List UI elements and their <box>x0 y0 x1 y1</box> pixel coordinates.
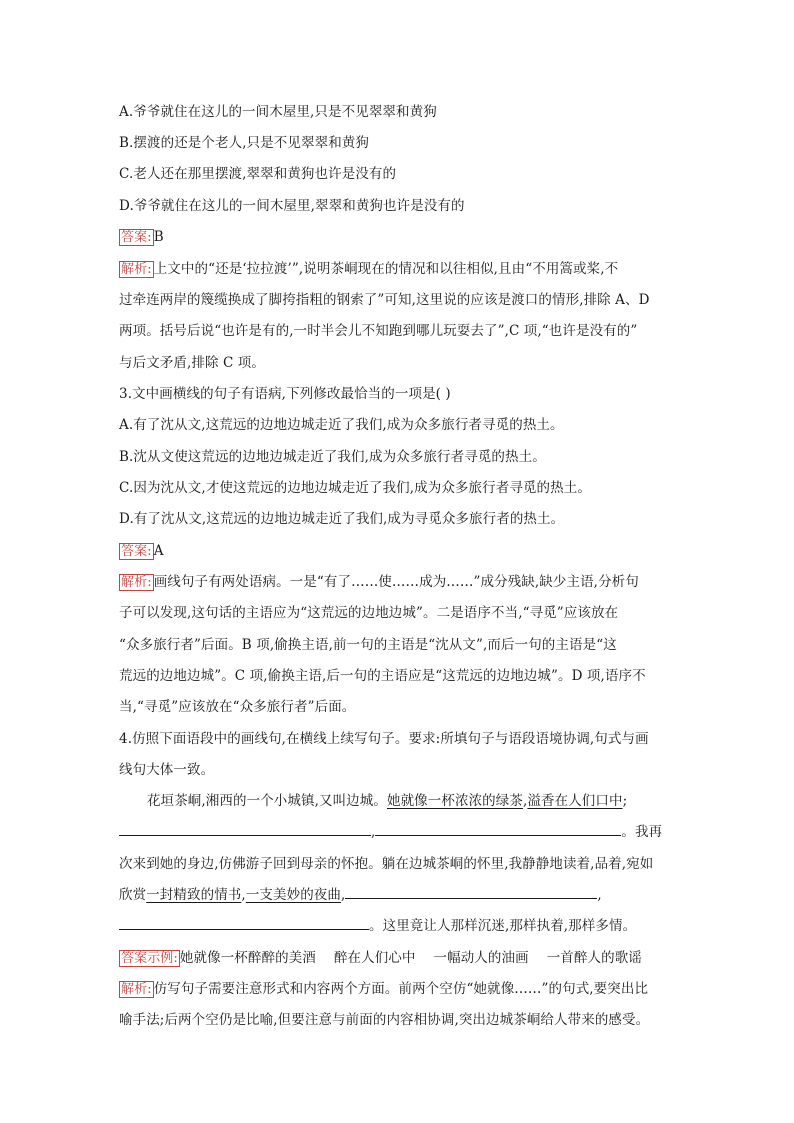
q2-analysis-line-3: 两项。括号后说“也许是有的,一时半会儿不知跑到哪儿玩耍去了”,C 项,“也许是没有的” <box>119 323 638 339</box>
fill-blank-2[interactable] <box>375 822 621 836</box>
q3-stem: 3.文中画横线的句子有语病,下列修改最恰当的一项是( ) <box>119 386 451 402</box>
q2-analysis-line-2: 过牵连两岸的篾缆换成了脚挎指粗的钢索了”可知,这里说的应该是渡口的情形,排除 A、D <box>119 292 650 308</box>
passage-text: , <box>522 793 528 809</box>
answer-example-tag: 答案示例: <box>121 951 178 966</box>
analysis-tag: 解析: <box>121 262 152 277</box>
passage-text: , <box>371 824 376 840</box>
q2-option-b: B.摆渡的还是个老人,只是不见翠翠和黄狗 <box>119 135 370 151</box>
analysis-tag: 解析: <box>121 982 152 997</box>
q3-analysis-text: 画线句子有两处语病。一是“有了……使……成为……”成分残缺,缺少主语,分析句 <box>153 574 639 590</box>
q2-answer-value: B <box>153 229 164 245</box>
q4-analysis-line-1 <box>119 979 679 1000</box>
q2-analysis-line-4: 与后文矛盾,排除 C 项。 <box>119 355 266 371</box>
fill-blank-1[interactable] <box>119 822 371 836</box>
q3-option-a: A.有了沈从文,这荒远的边地边城走近了我们,成为众多旅行者寻觅的热土。 <box>119 417 564 433</box>
q3-analysis-line-1 <box>119 572 679 593</box>
q4-analysis-text: 仿写句子需要注意形式和内容两个方面。前两个空仿“她就像……”的句式,要突出比 <box>153 981 649 997</box>
fill-blank-3[interactable] <box>345 885 597 899</box>
q3-analysis-line-4: 荒远的边地边城”。C 项,偷换主语,后一句的主语应是“这荒远的边地边城”。D 项,语序不 <box>119 668 646 684</box>
passage-text: 欣赏 <box>119 887 147 903</box>
q4-answer-part: 她就像一杯醉醉的美酒 <box>179 950 316 966</box>
underlined-sentence: 溢香在人们口中 <box>527 793 623 809</box>
q2-analysis-text: 上文中的“还是‘拉拉渡’”,说明茶峒现在的情况和以往相似,且由“不用篙或桨,不 <box>153 261 619 277</box>
fill-blank-4[interactable] <box>119 916 369 930</box>
passage-text: 花垣茶峒,湘西的一个小城镇,又叫边城。 <box>147 793 387 809</box>
q4-passage-line-4 <box>119 885 679 905</box>
passage-text: , <box>241 887 246 903</box>
passage-text: 。我再 <box>621 824 663 840</box>
q4-answer-part: 醉在人们心中 <box>333 950 416 966</box>
passage-text: ; <box>622 793 628 809</box>
q2-option-c: C.老人还在那里摆渡,翠翠和黄狗也许是没有的 <box>119 166 397 182</box>
underlined-sentence: 一支美妙的夜曲 <box>245 887 342 903</box>
underlined-sentence: 一封精致的情书 <box>146 887 242 903</box>
q2-option-d: D.爷爷就住在这儿的一间木屋里,翠翠和黄狗也许是没有的 <box>119 198 465 214</box>
underlined-sentence: 她就像一杯浓浓的绿茶 <box>386 793 523 809</box>
passage-text: 。这里竟让人那样沉迷,那样执着,那样多情。 <box>369 918 637 934</box>
q4-passage-line-3: 次来到她的身边,仿佛游子回到母亲的怀抱。躺在边城茶峒的怀里,我静静地读着,品着,宛如 <box>119 856 654 872</box>
q3-analysis-line-2: 子可以发现,这句话的主语应为“这荒远的边地边城”。二是语序不当,“寻觅”应该放在 <box>119 605 619 621</box>
passage-text: , <box>597 887 602 903</box>
q4-passage-line-5 <box>119 916 679 936</box>
q4-passage-line-1 <box>147 791 707 811</box>
passage-text: , <box>341 887 346 903</box>
q2-analysis-line-1 <box>119 259 679 280</box>
answer-tag: 答案: <box>121 544 152 559</box>
q4-answer-line <box>119 948 679 969</box>
q2-option-a: A.爷爷就住在这儿的一间木屋里,只是不见翠翠和黄狗 <box>119 104 437 120</box>
q3-option-b: B.沈从文使这荒远的边地边城走近了我们,成为众多旅行者寻觅的热土。 <box>119 449 546 465</box>
q4-analysis-line-2: 喻手法;后两个空仍是比喻,但要注意与前面的内容相协调,突出边城茶峒给人带来的感受。 <box>119 1012 650 1028</box>
q3-answer-value: A <box>153 543 164 559</box>
q3-answer-line <box>119 541 679 562</box>
q4-passage-line-2 <box>119 822 679 842</box>
q4-answer-part: 一幅动人的油画 <box>433 950 529 966</box>
q2-answer-line <box>119 227 679 248</box>
answer-tag: 答案: <box>121 230 152 245</box>
q3-analysis-line-5: 当,“寻觅”应该放在“众多旅行者”后面。 <box>119 699 356 715</box>
q3-analysis-line-3: “众多旅行者”后面。B 项,偷换主语,前一句的主语是“沈从文”,而后一句的主语是“这 <box>119 637 617 653</box>
q4-stem-line-1: 4.仿照下面语段中的画线句,在横线上续写句子。要求:所填句子与语段语境协调,句式与画 <box>119 731 649 747</box>
q4-answer-part: 一首醉人的歌谣 <box>546 950 642 966</box>
q3-option-c: C.因为沈从文,才使这荒远的边地边城走近了我们,成为众多旅行者寻觅的热土。 <box>119 480 591 496</box>
q4-stem-line-2: 线句大体一致。 <box>119 762 215 778</box>
analysis-tag: 解析: <box>121 575 152 590</box>
q3-option-d: D.有了沈从文,这荒远的边地边城走近了我们,成为寻觅众多旅行者的热土。 <box>119 511 565 527</box>
